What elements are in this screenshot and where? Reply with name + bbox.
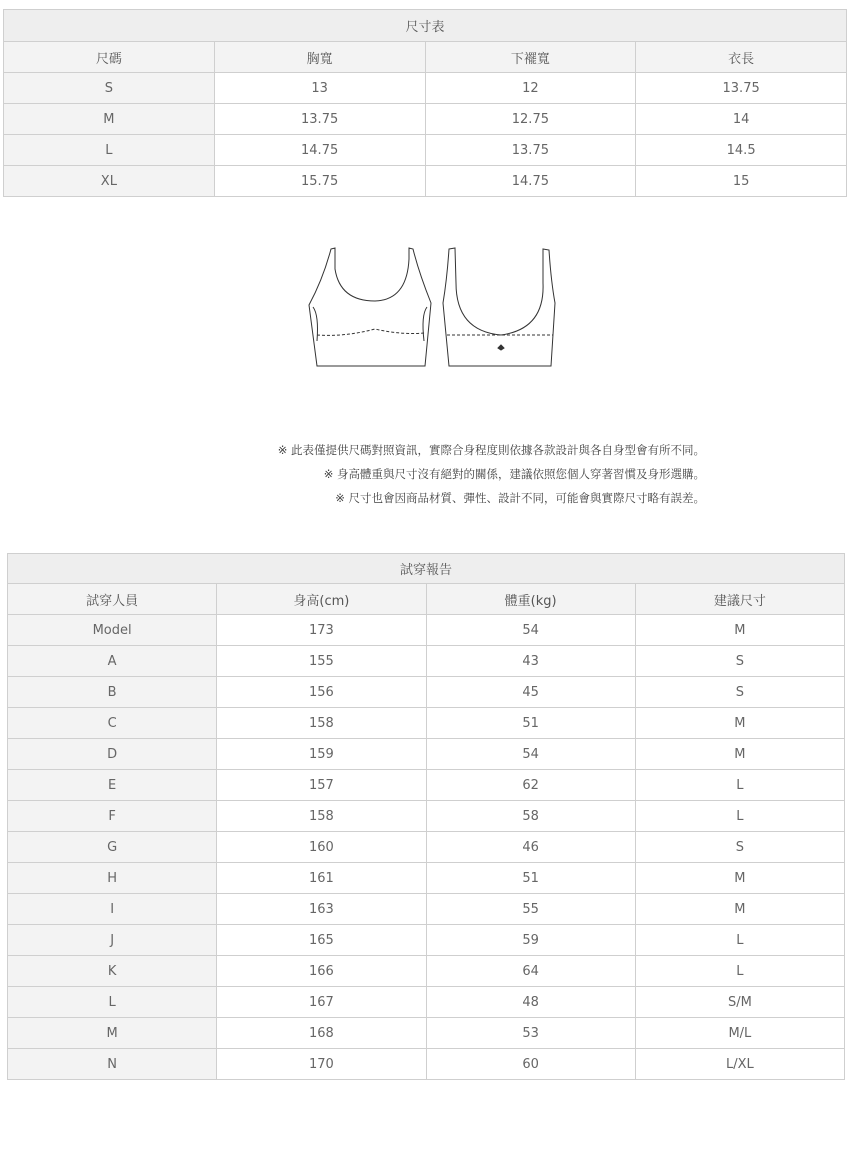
table-cell: 59 bbox=[426, 925, 635, 956]
note-line: ※ 尺寸也會因商品材質、彈性、設計不同，可能會與實際尺寸略有誤差。 bbox=[335, 491, 705, 505]
try-on-row bbox=[8, 708, 845, 739]
table-cell: 60 bbox=[426, 1049, 635, 1080]
table-cell: 43 bbox=[426, 646, 635, 677]
table-cell: 48 bbox=[426, 987, 635, 1018]
size-chart-header-size: 尺碼 bbox=[4, 42, 215, 73]
table-cell: 14.75 bbox=[214, 135, 425, 166]
try-on-row bbox=[8, 615, 845, 646]
table-cell: S bbox=[635, 832, 844, 863]
table-cell: M bbox=[8, 1018, 217, 1049]
table-cell: 64 bbox=[426, 956, 635, 987]
table-cell: 13.75 bbox=[425, 135, 636, 166]
table-cell: M bbox=[635, 739, 844, 770]
try-on-row bbox=[8, 1049, 845, 1080]
table-cell: 13.75 bbox=[214, 104, 425, 135]
table-cell: 165 bbox=[217, 925, 426, 956]
table-cell: D bbox=[8, 739, 217, 770]
table-cell: L bbox=[635, 925, 844, 956]
table-cell: 13.75 bbox=[636, 73, 847, 104]
table-cell: 14.75 bbox=[425, 166, 636, 197]
table-cell: 160 bbox=[217, 832, 426, 863]
try-on-row bbox=[8, 956, 845, 987]
table-cell: XL bbox=[4, 166, 215, 197]
size-chart-table bbox=[3, 9, 847, 197]
table-cell: 170 bbox=[217, 1049, 426, 1080]
sports-bra-front-back-icon bbox=[305, 243, 560, 369]
table-cell: 158 bbox=[217, 801, 426, 832]
table-cell: 54 bbox=[426, 739, 635, 770]
table-cell: L bbox=[635, 956, 844, 987]
table-cell: 157 bbox=[217, 770, 426, 801]
try-on-header-tester: 試穿人員 bbox=[8, 584, 217, 615]
size-chart-header-hem-width: 下襬寬 bbox=[425, 42, 636, 73]
table-cell: L/XL bbox=[635, 1049, 844, 1080]
table-cell: H bbox=[8, 863, 217, 894]
note-line: ※ 此表僅提供尺碼對照資訊，實際合身程度則依據各款設計與各自身型會有所不同。 bbox=[277, 443, 705, 457]
note-line: ※ 身高體重與尺寸沒有絕對的關係，建議依照您個人穿著習慣及身形選購。 bbox=[323, 467, 705, 481]
table-cell: M/L bbox=[635, 1018, 844, 1049]
table-cell: F bbox=[8, 801, 217, 832]
table-cell: 46 bbox=[426, 832, 635, 863]
try-on-row bbox=[8, 925, 845, 956]
size-chart-header-chest-width: 胸寬 bbox=[214, 42, 425, 73]
table-cell: L bbox=[4, 135, 215, 166]
size-chart-row bbox=[4, 104, 847, 135]
table-cell: I bbox=[8, 894, 217, 925]
size-chart-header-length: 衣長 bbox=[636, 42, 847, 73]
table-cell: B bbox=[8, 677, 217, 708]
table-cell: Model bbox=[8, 615, 217, 646]
table-cell: 58 bbox=[426, 801, 635, 832]
table-cell: S bbox=[4, 73, 215, 104]
table-cell: 13 bbox=[214, 73, 425, 104]
try-on-row bbox=[8, 832, 845, 863]
table-cell: 14.5 bbox=[636, 135, 847, 166]
table-cell: 158 bbox=[217, 708, 426, 739]
table-cell: 166 bbox=[217, 956, 426, 987]
try-on-header-weight: 體重(kg) bbox=[426, 584, 635, 615]
table-cell: 14 bbox=[636, 104, 847, 135]
table-cell: M bbox=[635, 894, 844, 925]
table-cell: 15.75 bbox=[214, 166, 425, 197]
table-cell: L bbox=[635, 801, 844, 832]
table-cell: M bbox=[4, 104, 215, 135]
table-cell: M bbox=[635, 863, 844, 894]
table-cell: 51 bbox=[426, 863, 635, 894]
try-on-row bbox=[8, 1018, 845, 1049]
size-chart-row bbox=[4, 135, 847, 166]
table-cell: 161 bbox=[217, 863, 426, 894]
table-cell: S/M bbox=[635, 987, 844, 1018]
table-cell: N bbox=[8, 1049, 217, 1080]
try-on-report-title: 試穿報告 bbox=[8, 554, 845, 584]
try-on-row bbox=[8, 770, 845, 801]
size-chart-row bbox=[4, 166, 847, 197]
table-cell: 159 bbox=[217, 739, 426, 770]
size-chart-title: 尺寸表 bbox=[4, 10, 847, 42]
table-cell: C bbox=[8, 708, 217, 739]
table-cell: E bbox=[8, 770, 217, 801]
table-cell: 167 bbox=[217, 987, 426, 1018]
table-cell: 155 bbox=[217, 646, 426, 677]
table-cell: 12.75 bbox=[425, 104, 636, 135]
try-on-row bbox=[8, 646, 845, 677]
table-cell: J bbox=[8, 925, 217, 956]
try-on-report-table bbox=[7, 553, 845, 1080]
try-on-row bbox=[8, 987, 845, 1018]
table-cell: S bbox=[635, 646, 844, 677]
table-cell: 62 bbox=[426, 770, 635, 801]
table-cell: K bbox=[8, 956, 217, 987]
table-cell: 51 bbox=[426, 708, 635, 739]
table-cell: 173 bbox=[217, 615, 426, 646]
try-on-header-height: 身高(cm) bbox=[217, 584, 426, 615]
try-on-row bbox=[8, 739, 845, 770]
try-on-header-recommended-size: 建議尺寸 bbox=[635, 584, 844, 615]
size-chart-row bbox=[4, 73, 847, 104]
table-cell: G bbox=[8, 832, 217, 863]
try-on-row bbox=[8, 894, 845, 925]
try-on-row bbox=[8, 801, 845, 832]
table-cell: 55 bbox=[426, 894, 635, 925]
try-on-row bbox=[8, 863, 845, 894]
table-cell: S bbox=[635, 677, 844, 708]
table-cell: 156 bbox=[217, 677, 426, 708]
table-cell: 163 bbox=[217, 894, 426, 925]
table-cell: M bbox=[635, 615, 844, 646]
table-cell: L bbox=[635, 770, 844, 801]
table-cell: 168 bbox=[217, 1018, 426, 1049]
table-cell: A bbox=[8, 646, 217, 677]
table-cell: 54 bbox=[426, 615, 635, 646]
table-cell: 12 bbox=[425, 73, 636, 104]
table-cell: M bbox=[635, 708, 844, 739]
table-cell: L bbox=[8, 987, 217, 1018]
table-cell: 45 bbox=[426, 677, 635, 708]
table-cell: 53 bbox=[426, 1018, 635, 1049]
try-on-row bbox=[8, 677, 845, 708]
table-cell: 15 bbox=[636, 166, 847, 197]
notes-section bbox=[0, 438, 705, 510]
